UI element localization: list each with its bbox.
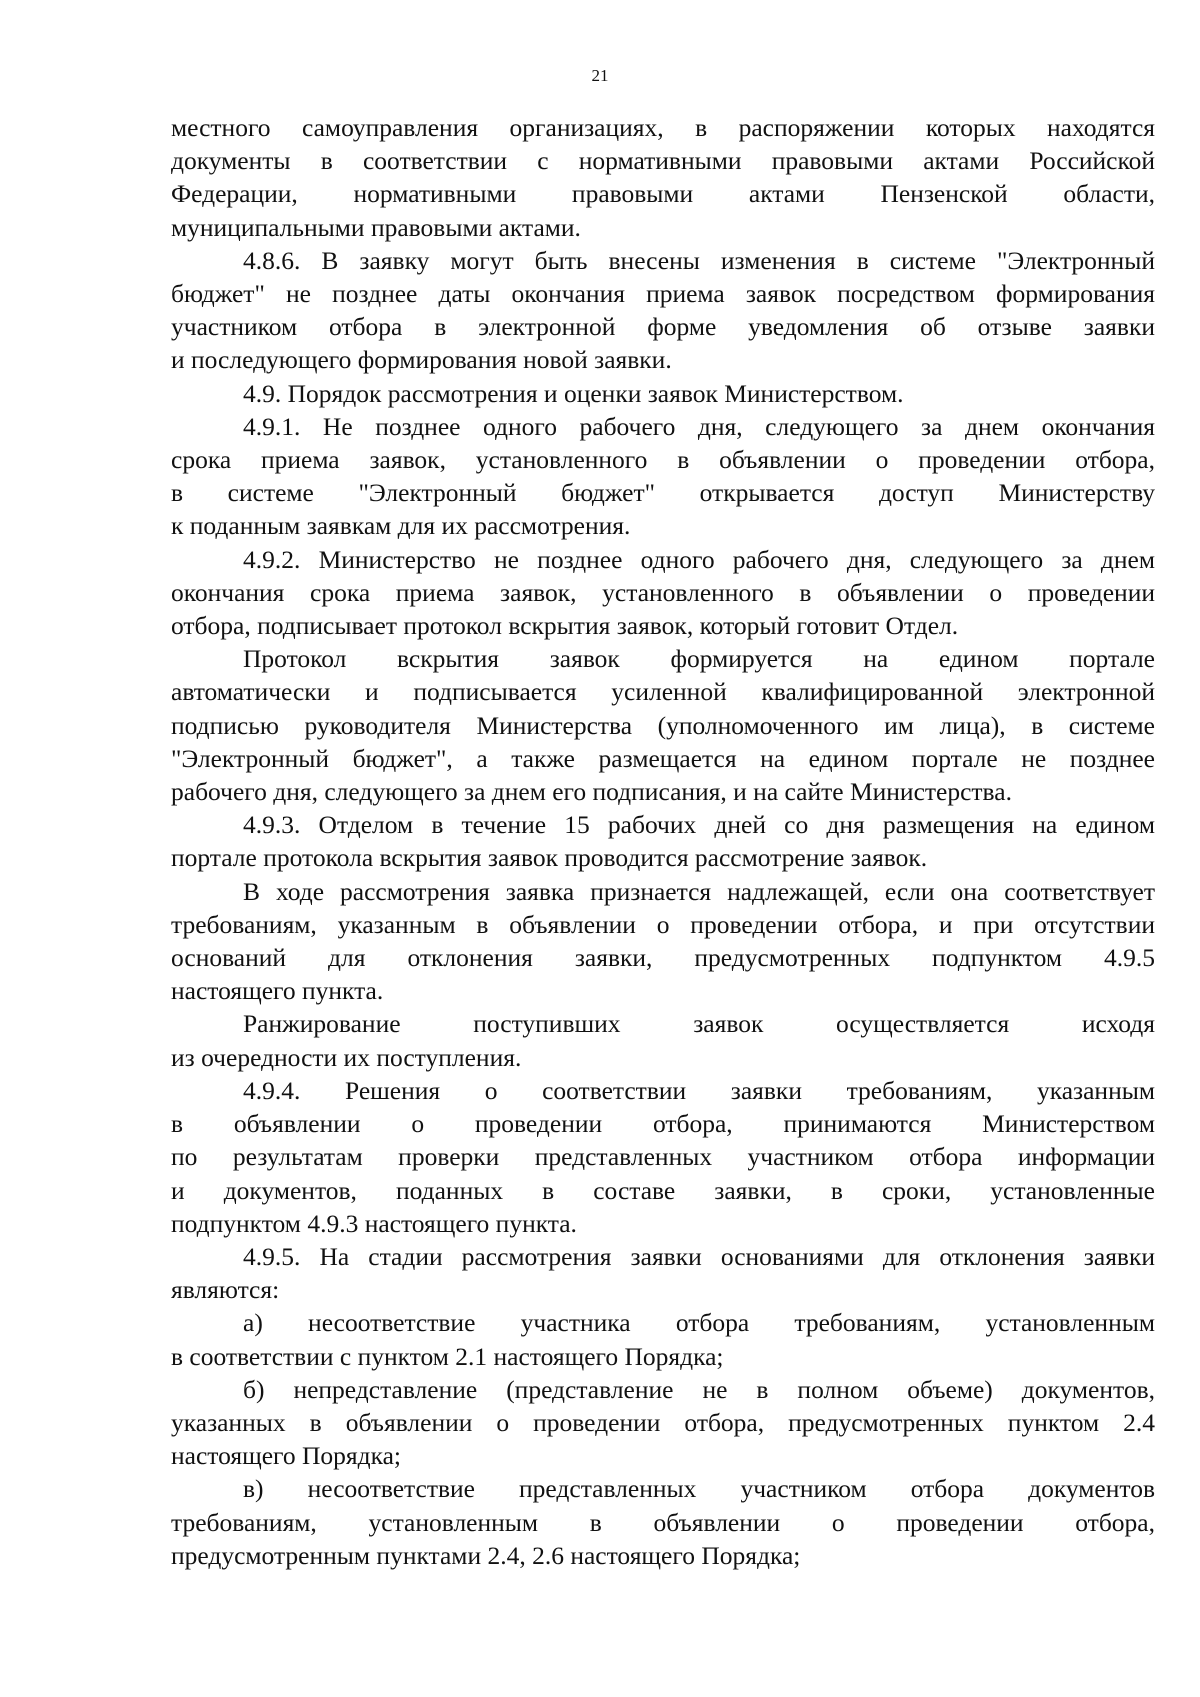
text-line: в системе "Электронный бюджет" открывается доступ Министерству — [171, 478, 1155, 508]
text-line: б) непредставление (представление не в полном объеме) документов, — [243, 1374, 1155, 1404]
paragraph — [171, 1306, 1155, 1372]
text-line: настоящего пункта. — [171, 976, 384, 1006]
text-line: 4.9. Порядок рассмотрения и оценки заявок Министерством. — [243, 378, 904, 408]
paragraph — [171, 642, 1155, 808]
text-line: в) несоответствие представленных участником отбора документов — [243, 1474, 1155, 1504]
paragraph — [171, 244, 1155, 377]
paragraph — [171, 1074, 1155, 1240]
text-line: подписью руководителя Министерства (уполномоченного им лица), в системе — [171, 710, 1155, 740]
text-line: срока приема заявок, установленного в объявлении о проведении отбора, — [171, 445, 1155, 475]
text-line: В ходе рассмотрения заявка признается надлежащей, если она соответствует — [243, 876, 1155, 906]
text-line: 4.9.3. Отделом в течение 15 рабочих дней со дня размещения на едином — [243, 810, 1155, 840]
text-line: требованиям, указанным в объявлении о проведении отбора, и при отсутствии — [171, 909, 1155, 939]
text-line: являются: — [171, 1275, 280, 1305]
text-line: 4.9.1. Не позднее одного рабочего дня, следующего за днем окончания — [243, 411, 1155, 441]
paragraph — [171, 410, 1155, 543]
text-line: по результатам проверки представленных участником отбора информации — [171, 1142, 1155, 1172]
paragraph — [171, 1007, 1155, 1073]
text-line: отбора, подписывает протокол вскрытия заявок, который готовит Отдел. — [171, 611, 959, 641]
text-line: требованиям, установленным в объявлении о проведении отбора, — [171, 1507, 1155, 1537]
text-line: муниципальными правовыми актами. — [171, 212, 581, 242]
document-body — [171, 111, 1155, 1572]
text-line: документы в соответствии с нормативными правовыми актами Российской — [171, 146, 1155, 176]
paragraph — [171, 875, 1155, 1008]
paragraph — [171, 111, 1155, 244]
paragraph — [171, 808, 1155, 874]
text-line: Протокол вскрытия заявок формируется на едином портале — [243, 644, 1155, 674]
paragraph — [171, 1373, 1155, 1473]
text-line: оснований для отклонения заявки, предусмотренных подпунктом 4.9.5 — [171, 943, 1155, 973]
text-line: и последующего формирования новой заявки. — [171, 345, 672, 375]
text-line: указанных в объявлении о проведении отбора, предусмотренных пунктом 2.4 — [171, 1407, 1155, 1437]
text-line: предусмотренным пунктами 2.4, 2.6 настоящего Порядка; — [171, 1540, 801, 1570]
paragraph — [171, 1240, 1155, 1306]
text-line: Федерации, нормативными правовыми актами Пензенской области, — [171, 179, 1155, 209]
page-number: 21 — [591, 66, 609, 85]
text-line: к поданным заявкам для их рассмотрения. — [171, 511, 631, 541]
text-line: а) несоответствие участника отбора требованиям, установленным — [243, 1308, 1155, 1338]
text-line: автоматически и подписывается усиленной квалифицированной электронной — [171, 677, 1155, 707]
text-line: настоящего Порядка; — [171, 1441, 402, 1471]
text-line: в объявлении о проведении отбора, принимаются Министерством — [171, 1109, 1155, 1139]
paragraph — [171, 1472, 1155, 1572]
paragraph — [171, 377, 1155, 410]
text-line: и документов, поданных в составе заявки, в сроки, установленные — [171, 1175, 1155, 1205]
text-line: 4.9.5. На стадии рассмотрения заявки основаниями для отклонения заявки — [243, 1241, 1155, 1271]
text-line: рабочего дня, следующего за днем его подписания, и на сайте Министерства. — [171, 777, 1012, 807]
text-line: подпунктом 4.9.3 настоящего пункта. — [171, 1208, 577, 1238]
text-line: из очередности их поступления. — [171, 1042, 522, 1072]
text-line: 4.9.2. Министерство не позднее одного рабочего дня, следующего за днем — [243, 544, 1155, 574]
text-line: бюджет" не позднее даты окончания приема заявок посредством формирования — [171, 279, 1155, 309]
text-line: "Электронный бюджет", а также размещается на едином портале не позднее — [171, 743, 1155, 773]
text-line: окончания срока приема заявок, установленного в объявлении о проведении — [171, 577, 1155, 607]
text-line: 4.9.4. Решения о соответствии заявки требованиям, указанным — [243, 1075, 1155, 1105]
paragraph — [171, 543, 1155, 643]
text-line: портале протокола вскрытия заявок проводится рассмотрение заявок. — [171, 843, 928, 873]
text-line: в соответствии с пунктом 2.1 настоящего Порядка; — [171, 1341, 724, 1371]
text-line: Ранжирование поступивших заявок осуществляется исходя — [243, 1009, 1155, 1039]
text-line: местного самоуправления организациях, в распоряжении которых находятся — [171, 113, 1155, 142]
text-line: 4.8.6. В заявку могут быть внесены изменения в системе "Электронный — [243, 245, 1155, 275]
text-line: участником отбора в электронной форме уведомления об отзыве заявки — [171, 312, 1155, 342]
